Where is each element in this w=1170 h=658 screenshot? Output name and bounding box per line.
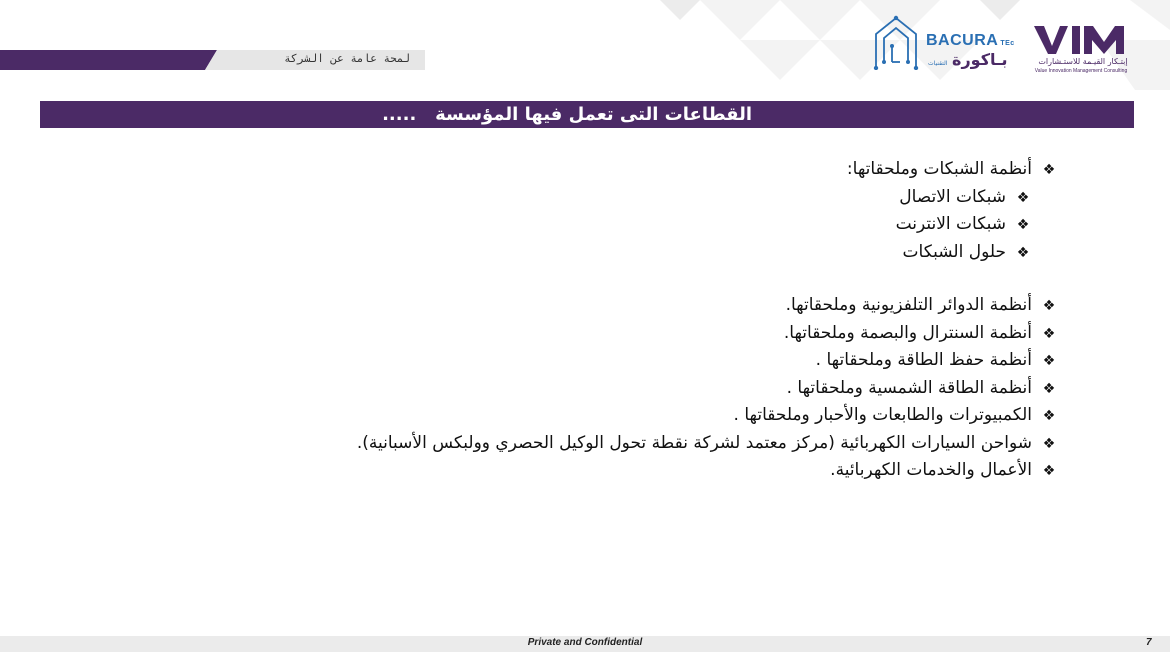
list-item	[258, 320, 1058, 348]
list-item-text: حلول الشبكات	[902, 241, 1006, 262]
bacura-latin-text: BACURA TEc	[926, 32, 1015, 49]
list-item	[258, 292, 1058, 320]
vim-logo	[1028, 20, 1138, 78]
list-spacer	[258, 266, 1058, 292]
list-item	[258, 375, 1058, 403]
list-item	[258, 156, 1058, 184]
list-item-text: شبكات الانترنت	[895, 214, 1006, 234]
list-item-text: أنظمة الطاقة الشمسية وملحقاتها .	[786, 377, 1032, 398]
diamond-bullet-icon: ❖	[1042, 463, 1056, 479]
diamond-bullet-icon: ❖	[1042, 298, 1056, 314]
page-number: 7	[1146, 637, 1152, 648]
footer-confidential: Private and Confidential	[527, 637, 643, 648]
slide-title: القطاعات التى تعمل فيها المؤسسة .....	[382, 104, 752, 125]
bacura-arabic-sub: التقنيات	[928, 60, 948, 67]
list-item-text: شواحن السيارات الكهربائية (مركز معتمد لشركة نقطة تحول الوكيل الحصري وولبكس الأسبانية).	[356, 432, 1032, 453]
list-item-text: الكمبيوترات والطابعات والأحبار وملحقاتها .	[733, 405, 1032, 425]
list-item	[258, 457, 1058, 485]
diamond-bullet-icon: ❖	[1042, 325, 1056, 342]
diamond-bullet-icon: ❖	[1016, 217, 1030, 233]
vim-mark-icon	[1032, 24, 1132, 56]
list-item-text: شبكات الاتصال	[899, 186, 1006, 207]
diamond-bullet-icon: ❖	[1042, 162, 1056, 178]
vim-english-text: Value Innovation Management Consulting	[1034, 68, 1128, 74]
sub-list-item	[258, 211, 1032, 239]
list-item	[258, 430, 1058, 458]
list-item	[258, 347, 1058, 375]
sub-list-item	[258, 184, 1032, 212]
list-item-text: أنظمة الدوائر التلفزيونية وملحقاتها.	[785, 295, 1032, 315]
diamond-bullet-icon: ❖	[1042, 353, 1056, 369]
list-item-text: أنظمة الشبكات وملحقاتها:	[846, 159, 1032, 179]
list-item-text: أنظمة السنترال والبصمة وملحقاتها.	[783, 322, 1032, 343]
diamond-bullet-icon: ❖	[1042, 408, 1056, 424]
sub-list-item	[258, 239, 1032, 267]
list-item-text: أنظمة حفظ الطاقة وملحقاتها .	[815, 350, 1032, 370]
vim-arabic-text: إبتـكار القيـمة للاستـشارات	[1038, 57, 1128, 66]
diamond-bullet-icon: ❖	[1016, 244, 1030, 261]
bacura-logo	[872, 12, 1015, 72]
list-item-text: الأعمال والخدمات الكهربائية.	[830, 460, 1032, 480]
list-item	[258, 402, 1058, 430]
diamond-bullet-icon: ❖	[1042, 435, 1056, 452]
diamond-bullet-icon: ❖	[1042, 380, 1056, 397]
sectors-list	[258, 156, 1058, 485]
bacura-arabic-text: بـاكورة	[952, 50, 1008, 69]
diamond-bullet-icon: ❖	[1016, 189, 1030, 206]
section-label: لمحة عامة عن الشركة	[284, 52, 410, 65]
bacura-house-icon	[872, 12, 920, 70]
